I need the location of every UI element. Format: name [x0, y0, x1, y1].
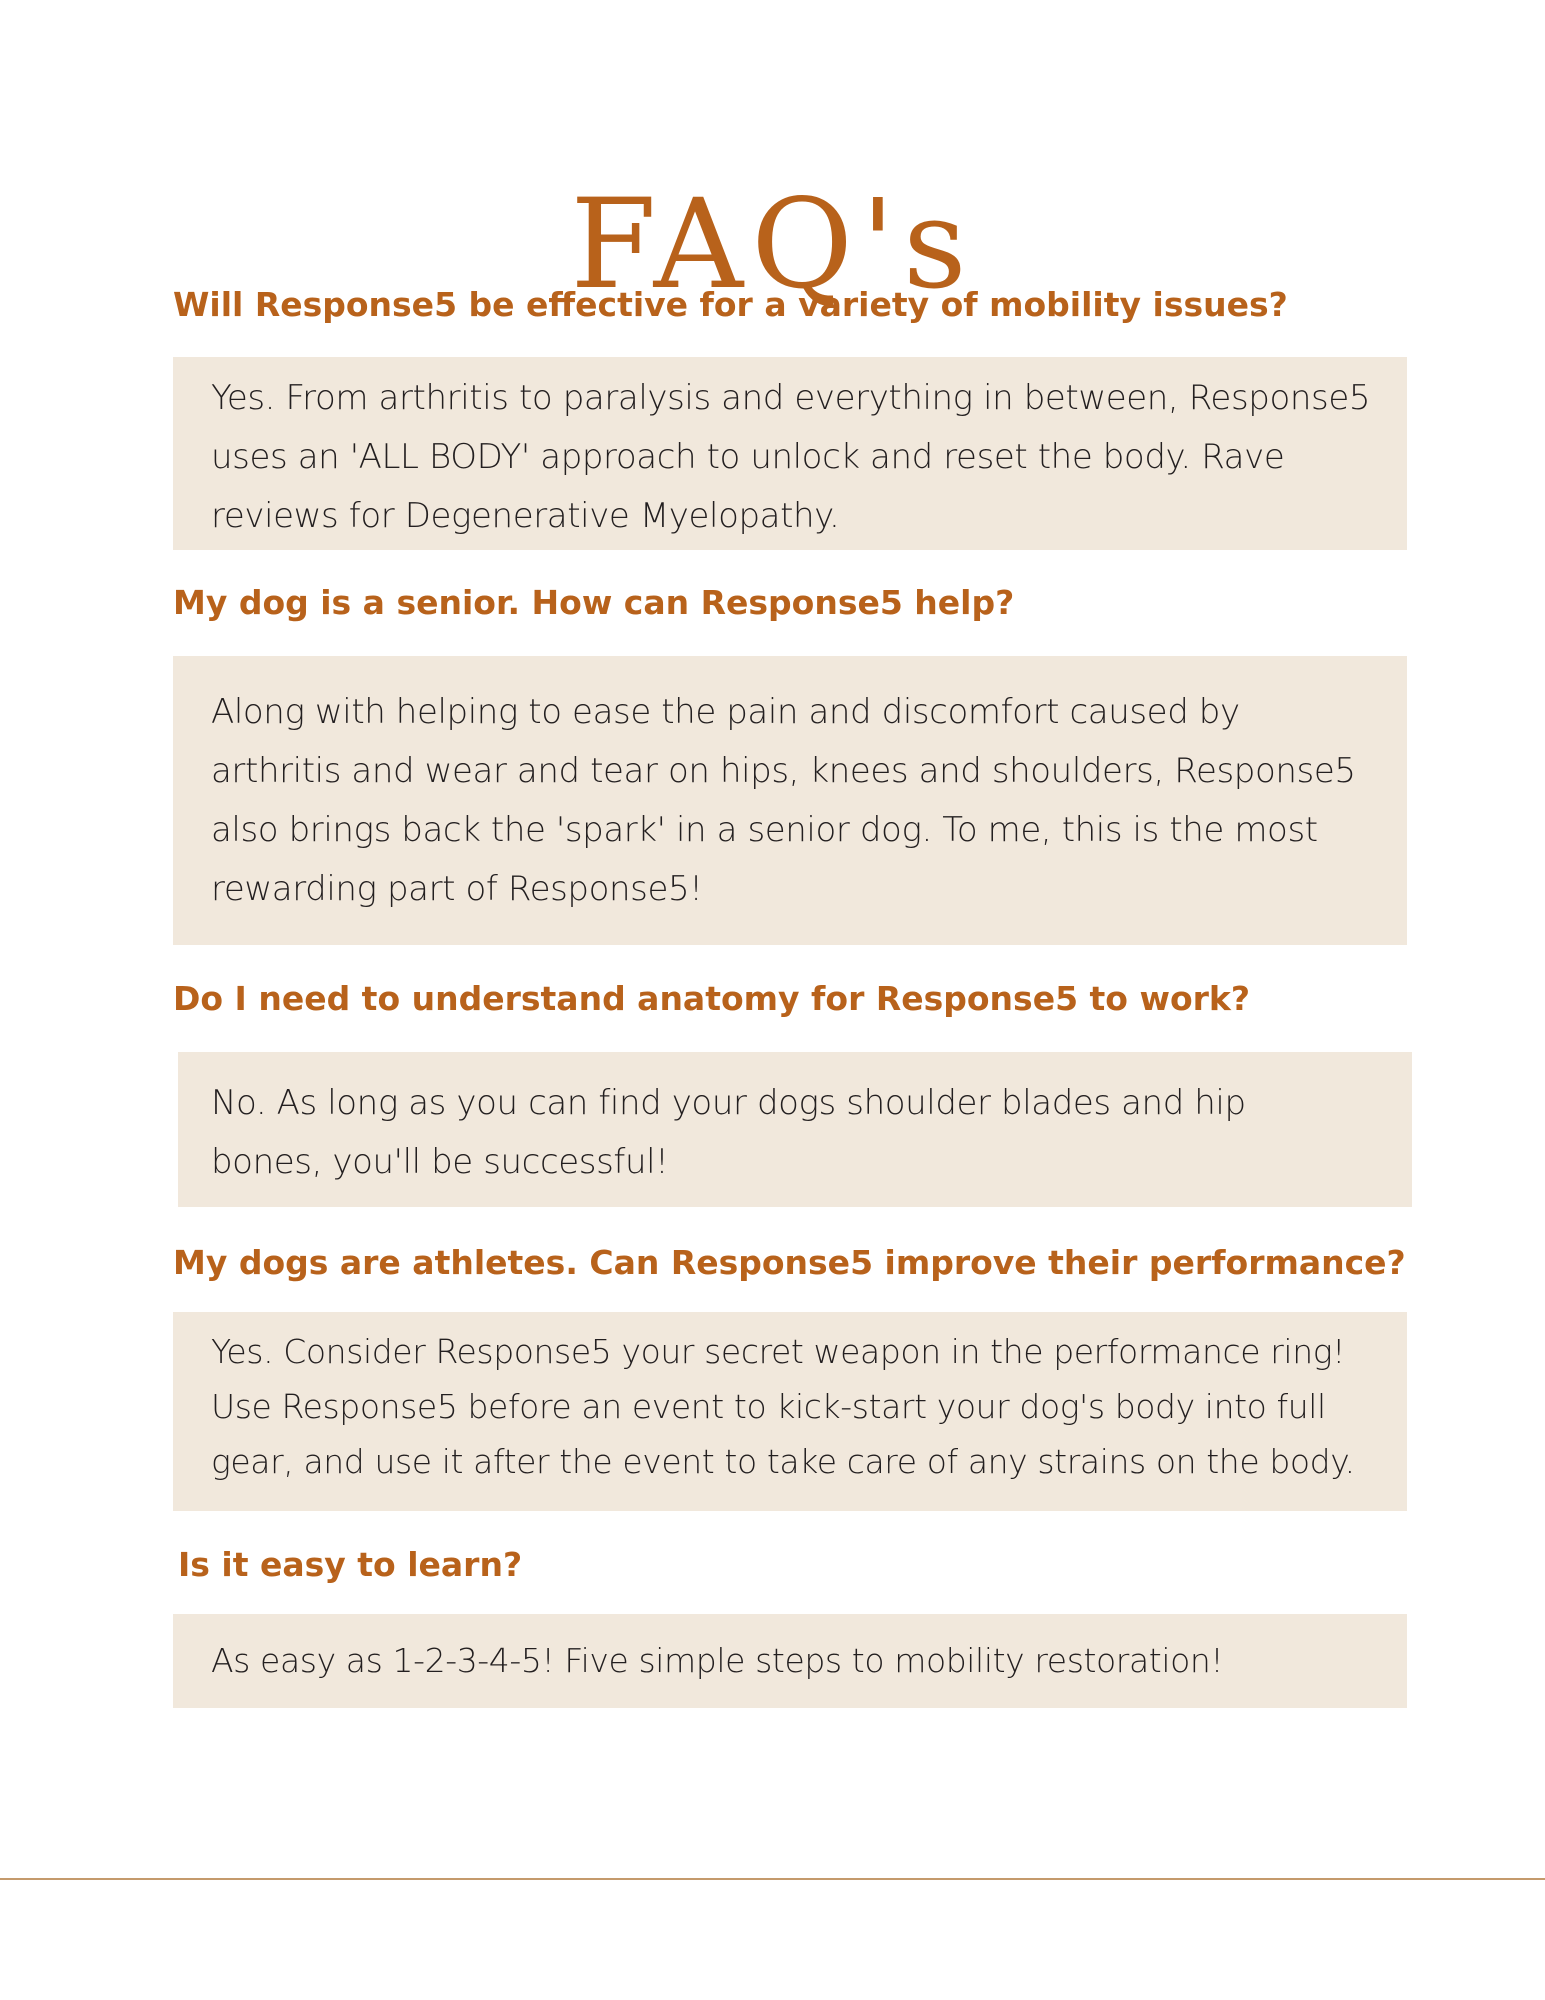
- faq-answer-box: [173, 1614, 1407, 1708]
- faq-answer: No. As long as you can find your dogs shoulder blades and hip bones, you'll be successful!: [211, 1083, 1246, 1182]
- page-title: FAQ's: [570, 173, 975, 318]
- faq-answer: Yes. Consider Response5 your secret weapon in the performance ring! Use Response5 before an event to kick-start your dog's body into full gear, and use it after the event to take care of any strains on the body.: [211, 1332, 1355, 1481]
- faq-answer-box: [173, 1312, 1407, 1511]
- faq-answer-box: [178, 1052, 1412, 1207]
- faq-answer-box: [173, 656, 1407, 945]
- faq-answer-box: [173, 357, 1407, 550]
- faq-question: My dog is a senior. How can Response5 help?: [173, 583, 1015, 622]
- faq-answer: As easy as 1-2-3-4-5! Five simple steps to mobility restoration!: [211, 1641, 1224, 1680]
- footer-divider: [0, 1878, 1545, 1880]
- faq-question: Do I need to understand anatomy for Response5 to work?: [173, 979, 1250, 1018]
- faq-answer: Yes. From arthritis to paralysis and everything in between, Response5 uses an 'ALL BODY' approach to unlock and reset the body. Rave reviews for Degenerative Myelopathy.: [211, 378, 1371, 536]
- faq-question: Is it easy to learn?: [178, 1545, 523, 1584]
- faq-question: Will Response5 be effective for a variety of mobility issues?: [173, 285, 1288, 324]
- faq-answer: Along with helping to ease the pain and discomfort caused by arthritis and wear and tear on hips, knees and shoulders, Response5 also brings back the 'spark' in a senior dog. To me, this is the most rewarding part of Response5!: [211, 692, 1356, 909]
- faq-question: My dogs are athletes. Can Response5 improve their performance?: [173, 1243, 1406, 1282]
